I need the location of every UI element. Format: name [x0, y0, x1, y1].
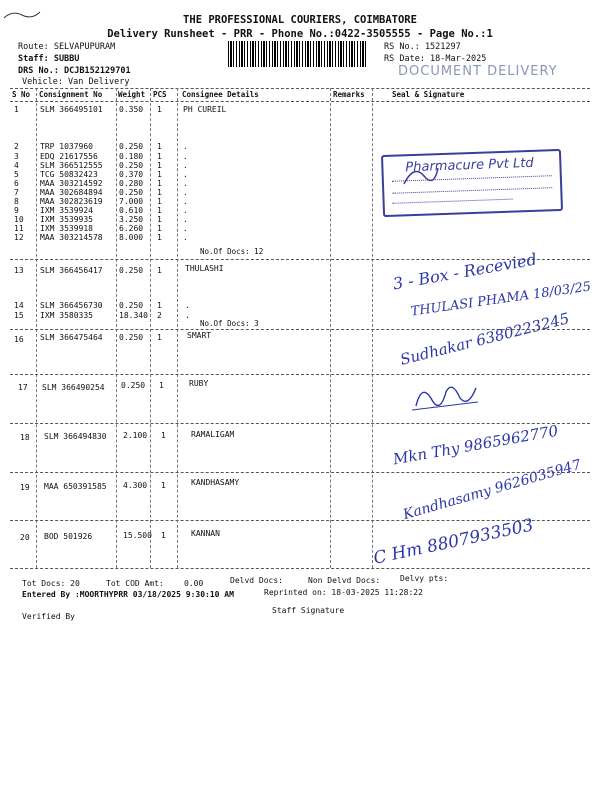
runsheet-title: Delivery Runsheet - PRR - Phone No.:0422-3505555 - Page No.:1 — [107, 28, 493, 40]
row-pcs: 1 — [157, 206, 162, 215]
row-pcs: 2 — [157, 311, 162, 320]
row-consignee: KANNAN — [191, 529, 220, 538]
row-consignment: IXM 3539924 — [40, 206, 93, 215]
col-header-seal: Seal & Signature — [392, 90, 465, 99]
row-consignment: SLM 366512555 — [40, 161, 103, 170]
row-consignee: . — [183, 215, 188, 224]
row-weight: 18.340 — [119, 311, 148, 320]
table-top-rule — [10, 88, 590, 89]
row-pcs: 1 — [157, 152, 162, 161]
row-weight: 0.250 — [119, 161, 144, 170]
col-divider — [150, 88, 151, 568]
row-sno: 16 — [14, 335, 24, 344]
handwritten-signature-ramaligam: Mkn Thy 9865962770 — [391, 421, 560, 469]
col-header-consignment: Consignment No — [39, 90, 103, 99]
row-sno: 2 — [14, 142, 19, 151]
col-header-pcs: PCS — [153, 90, 167, 99]
row-weight: 3.250 — [119, 215, 144, 224]
row-consignment: TCG 50832423 — [40, 170, 98, 179]
row-sno: 3 — [14, 152, 19, 161]
row-consignment: SLM 366494830 — [44, 432, 107, 441]
row-rule — [10, 423, 590, 424]
non-delivered-docs: Non Delvd Docs: — [308, 576, 381, 585]
delivered-docs: Delvd Docs: — [230, 576, 283, 585]
row-consignment: MAA 303214592 — [40, 179, 103, 188]
row-pcs: 1 — [157, 179, 162, 188]
row-pcs: 1 — [157, 301, 162, 310]
rs-date: RS Date: 18-Mar-2025 — [384, 54, 487, 64]
row-sno: 17 — [18, 383, 28, 392]
row-consignee: . — [183, 179, 188, 188]
row-consignee: THULASHI — [185, 264, 224, 273]
row-consignee: . — [183, 233, 188, 242]
row-consignment: IXM 3539935 — [40, 215, 93, 224]
row-sno: 19 — [20, 483, 30, 492]
handwritten-note-boxes: 3 - Box - Recevied — [391, 249, 539, 294]
row-sno: 13 — [14, 266, 24, 275]
row-pcs: 1 — [157, 266, 162, 275]
row-rule — [10, 374, 590, 375]
row-consignment: BOD 501926 — [44, 532, 93, 541]
row-sno: 7 — [14, 188, 19, 197]
col-divider — [116, 88, 117, 568]
row-pcs: 1 — [157, 333, 162, 342]
row-sno: 4 — [14, 161, 19, 170]
row-weight: 15.500 — [123, 531, 152, 540]
col-header-remarks: Remarks — [333, 90, 365, 99]
row-consignment: SLM 366490254 — [42, 383, 105, 392]
row-weight: 0.250 — [121, 381, 146, 390]
row-consignment: EDQ 21617556 — [40, 152, 98, 161]
row-consignee: . — [183, 224, 188, 233]
row-consignment: SLM 366475464 — [40, 333, 103, 342]
row-pcs: 1 — [159, 381, 164, 390]
row-sno: 11 — [14, 224, 24, 233]
row-weight: 0.610 — [119, 206, 144, 215]
row-sno: 9 — [14, 206, 19, 215]
row-consignee: . — [183, 188, 188, 197]
handwritten-signature-kannan: C Hm 8807933503 — [371, 515, 536, 569]
col-header-consignee: Consignee Details — [182, 90, 259, 99]
row-consignee: . — [183, 206, 188, 215]
row-consignment: MAA 302684894 — [40, 188, 103, 197]
signature-scribble-ruby — [410, 378, 480, 414]
row-consignee: . — [183, 142, 188, 151]
drs-number: DRS No.: DCJB152129701 — [18, 66, 131, 76]
row-weight: 0.250 — [119, 333, 144, 342]
row-sno: 8 — [14, 197, 19, 206]
row-consignment: SLM 366495101 — [40, 105, 103, 114]
stamp-overlay-scribble — [400, 160, 440, 190]
row-consignment: MAA 650391585 — [44, 482, 107, 491]
row-consignee: SMART — [187, 331, 212, 340]
row-weight: 0.250 — [119, 142, 144, 151]
row-sno: 12 — [14, 233, 24, 242]
row-pcs: 1 — [157, 161, 162, 170]
row-pcs: 1 — [161, 431, 166, 440]
row-consignment: SLM 366456730 — [40, 301, 103, 310]
row-consignee: PH CUREIL — [183, 105, 227, 114]
row-pcs: 1 — [157, 105, 162, 114]
row-weight: 8.000 — [119, 233, 144, 242]
row-weight: 0.370 — [119, 170, 144, 179]
row-sno: 5 — [14, 170, 19, 179]
vehicle: Vehicle: Van Delivery — [22, 77, 130, 87]
row-pcs: 1 — [157, 197, 162, 206]
row-consignment: IXM 3580335 — [40, 311, 93, 320]
company-title: THE PROFESSIONAL COURIERS, COIMBATORE — [183, 14, 417, 26]
row-sno: 6 — [14, 179, 19, 188]
row-sno: 15 — [14, 311, 24, 320]
row-consignment: TRP 1037960 — [40, 142, 93, 151]
row-consignment: IXM 3539918 — [40, 224, 93, 233]
doc-count: No.Of Docs: 12 — [200, 247, 264, 256]
row-weight: 0.180 — [119, 152, 144, 161]
row-pcs: 1 — [157, 215, 162, 224]
handwritten-note-thulasi: THULASI PHAMA 18/03/25 — [409, 279, 593, 320]
row-consignee: . — [185, 301, 190, 310]
total-cod-label: Tot COD Amt: — [106, 579, 164, 588]
row-consignee: . — [183, 161, 188, 170]
row-sno: 18 — [20, 433, 30, 442]
rs-number: RS No.: 1521297 — [384, 42, 461, 52]
col-header-sno: S No — [12, 90, 31, 99]
row-consignee: RAMALIGAM — [191, 430, 235, 439]
row-weight: 6.260 — [119, 224, 144, 233]
row-weight: 4.300 — [123, 481, 148, 490]
row-consignment: SLM 366456417 — [40, 266, 103, 275]
row-pcs: 1 — [157, 142, 162, 151]
row-consignee: . — [183, 152, 188, 161]
row-pcs: 1 — [161, 531, 166, 540]
col-header-weight: Weight — [118, 90, 146, 99]
row-consignee: . — [183, 197, 188, 206]
total-cod-value: 0.00 — [184, 579, 204, 588]
barcode — [228, 41, 366, 67]
delivery-points: Delvy pts: — [400, 574, 449, 583]
row-weight: 0.250 — [119, 301, 144, 310]
row-consignment: MAA 302823619 — [40, 197, 103, 206]
handwritten-signature-sudhakar: Sudhakar 6380223245 — [398, 309, 572, 369]
verified-by: Verified By — [22, 612, 75, 621]
doc-count: No.Of Docs: 3 — [200, 319, 259, 328]
row-weight: 0.350 — [119, 105, 144, 114]
staff-signature: Staff Signature — [272, 606, 345, 615]
col-divider — [36, 88, 37, 568]
total-docs: Tot Docs: 20 — [22, 579, 80, 588]
row-weight: 0.250 — [119, 266, 144, 275]
row-consignee: RUBY — [189, 379, 209, 388]
col-divider — [372, 88, 373, 568]
route: Route: SELVAPUPURAM — [18, 42, 116, 52]
row-sno: 1 — [14, 105, 19, 114]
row-sno: 14 — [14, 301, 24, 310]
row-weight: 0.250 — [119, 188, 144, 197]
row-sno: 10 — [14, 215, 24, 224]
row-pcs: 1 — [157, 188, 162, 197]
entered-by: Entered By :MOORTHYPRR 03/18/2025 9:30:10 AM — [22, 590, 234, 599]
table-header-rule — [10, 101, 590, 102]
row-rule — [10, 472, 590, 473]
table-bottom-rule — [10, 568, 590, 569]
row-consignment: MAA 303214578 — [40, 233, 103, 242]
row-consignee: . — [185, 311, 190, 320]
row-weight: 7.000 — [119, 197, 144, 206]
reprinted-on: Reprinted on: 18-03-2025 11:28:22 — [264, 588, 423, 597]
document-delivery-stamp: DOCUMENT DELIVERY — [398, 64, 558, 79]
row-pcs: 1 — [157, 224, 162, 233]
handwritten-signature-kandhasamy: Kandhasamy 9626035947 — [401, 456, 584, 524]
row-sno: 20 — [20, 533, 30, 542]
staff: Staff: SUBBU — [18, 54, 80, 64]
row-consignee: . — [183, 170, 188, 179]
row-weight: 2.100 — [123, 431, 148, 440]
row-consignee: KANDHASAMY — [191, 478, 240, 487]
col-divider — [177, 88, 178, 568]
row-pcs: 1 — [157, 233, 162, 242]
row-pcs: 1 — [157, 170, 162, 179]
row-weight: 0.280 — [119, 179, 144, 188]
stamp-company-name: Pharmacure Pvt Ltd — [405, 155, 534, 176]
col-divider — [330, 88, 331, 568]
row-pcs: 1 — [161, 481, 166, 490]
